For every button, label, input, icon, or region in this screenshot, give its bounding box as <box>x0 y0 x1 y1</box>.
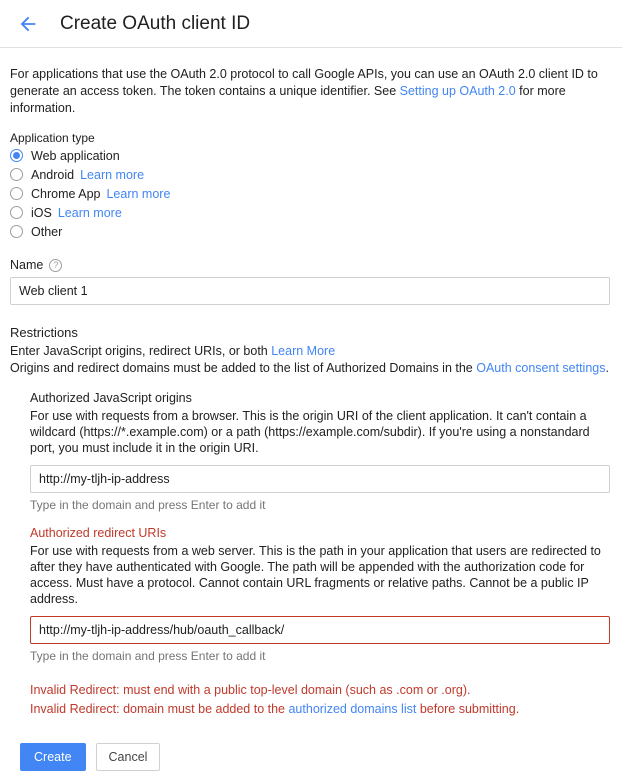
radio-row-ios[interactable] <box>10 204 612 221</box>
js-origins-title: Authorized JavaScript origins <box>30 391 192 405</box>
create-button[interactable]: Create <box>20 743 86 771</box>
radio-row-android[interactable] <box>10 166 612 183</box>
js-origins-description: For use with requests from a browser. This is the origin URI of the client application. It can't contain a wildcard (https://*.example.com) or a path (https://example.com/subdir). If you're using a nonstandard port, you must include it in the origin URI. <box>30 409 590 455</box>
redirect-uris-description: For use with requests from a web server. This is the path in your application that users are redirected to after they have authenticated with Google. The path will be appended with the authorization code for access. Must have a protocol. Cannot contain URL fragments or relative paths. Cannot be a public IP address. <box>30 544 601 606</box>
radio-label-ios: iOS <box>31 205 52 220</box>
name-label-row <box>10 258 612 272</box>
js-origins-hint: Type in the domain and press Enter to add it <box>30 498 266 512</box>
redirect-uris-hint: Type in the domain and press Enter to add it <box>30 649 266 663</box>
learn-more-chrome-app-link[interactable]: Learn more <box>106 186 171 201</box>
restrictions-line-1 <box>10 343 612 360</box>
dialog-body <box>0 48 622 771</box>
radio-web-application[interactable] <box>10 149 23 162</box>
back-arrow-icon[interactable] <box>16 12 40 36</box>
radio-row-other[interactable] <box>10 223 612 240</box>
page-title: Create OAuth client ID <box>60 12 251 34</box>
setting-up-oauth-link[interactable]: Setting up OAuth 2.0 <box>399 84 516 98</box>
radio-row-web-application[interactable] <box>10 147 612 164</box>
error-message-tld <box>30 681 612 700</box>
authorized-domains-list-link[interactable]: authorized domains list <box>288 702 417 716</box>
application-type-label: Application type <box>10 131 95 145</box>
radio-android[interactable] <box>10 168 23 181</box>
restrictions-line-1-text: Enter JavaScript origins, redirect URIs, or both <box>10 344 272 358</box>
oauth-consent-settings-link[interactable]: OAuth consent settings <box>476 361 606 375</box>
error-message-domain-text: Invalid Redirect: domain must be added to the <box>30 702 289 716</box>
authorized-js-origins-section <box>30 391 612 512</box>
radio-label-other: Other <box>31 224 63 239</box>
radio-ios[interactable] <box>10 206 23 219</box>
restrictions-title: Restrictions <box>10 325 78 340</box>
application-type-radio-group <box>10 147 612 240</box>
error-messages <box>30 681 612 719</box>
error-message-tld-text: Invalid Redirect: must end with a public top-level domain (such as .com or .org). <box>30 683 471 697</box>
restrictions-line-2-text-after: . <box>605 361 609 375</box>
learn-more-android-link[interactable]: Learn more <box>80 167 145 182</box>
dialog-actions <box>20 743 612 771</box>
error-message-domain-text-after: before submitting. <box>416 702 520 716</box>
authorized-redirect-uris-section <box>30 526 612 663</box>
name-input[interactable] <box>10 277 610 305</box>
radio-label-web-application: Web application <box>31 148 120 163</box>
intro-text-before: For applications that use the OAuth 2.0 protocol to call Google APIs, you can use an OAuth 2.0 client ID to generate an access token. The token contains a unique identifier. See <box>10 67 598 98</box>
restrictions-line-2 <box>10 360 612 377</box>
help-icon[interactable]: ? <box>49 259 62 272</box>
radio-label-chrome-app: Chrome App <box>31 186 101 201</box>
error-message-domain <box>30 700 612 719</box>
radio-chrome-app[interactable] <box>10 187 23 200</box>
js-origins-input[interactable] <box>30 465 610 493</box>
redirect-uris-title: Authorized redirect URIs <box>30 526 167 540</box>
radio-label-android: Android <box>31 167 75 182</box>
cancel-button[interactable]: Cancel <box>96 743 161 771</box>
radio-row-chrome-app[interactable] <box>10 185 612 202</box>
learn-more-restrictions-link[interactable]: Learn More <box>271 344 336 358</box>
restrictions-line-2-text: Origins and redirect domains must be added to the list of Authorized Domains in the <box>10 361 477 375</box>
dialog-header <box>0 0 622 48</box>
redirect-uris-input[interactable] <box>30 616 610 644</box>
intro-text-after: for more information. <box>10 84 566 115</box>
radio-other[interactable] <box>10 225 23 238</box>
name-label: Name <box>10 258 44 272</box>
learn-more-ios-link[interactable]: Learn more <box>57 205 122 220</box>
intro-paragraph <box>10 66 610 117</box>
